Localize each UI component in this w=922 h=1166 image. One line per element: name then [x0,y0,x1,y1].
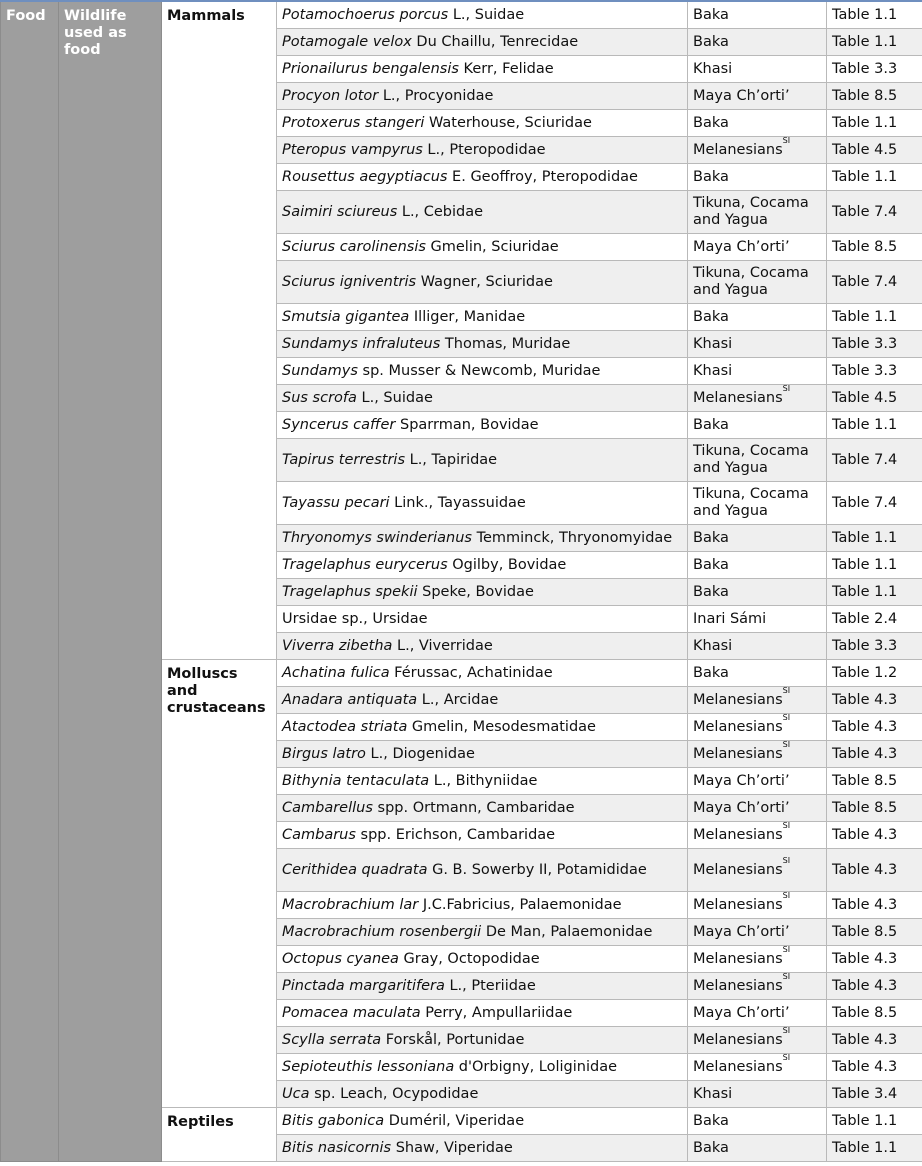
table-ref-cell: Table 8.5 [827,795,922,822]
species-cell [277,741,688,768]
table-ref-cell: Table 1.1 [827,304,922,331]
species-cell [277,304,688,331]
species-authority: Waterhouse, Sciuridae [424,114,592,131]
species-cell [277,439,688,482]
species-name: Cerithidea quadrata [282,861,428,878]
people-cell: Baka [688,164,827,191]
species-name: Procyon lotor [282,87,379,104]
table-ref-cell: Table 3.3 [827,358,922,385]
species-cell [277,83,688,110]
table-ref-cell: Table 7.4 [827,261,922,304]
table-ref-cell: Table 4.3 [827,1027,922,1054]
species-name: Achatina fulica [282,664,390,681]
table-ref-cell: Table 1.2 [827,660,922,687]
species-name: Uca [282,1085,310,1102]
people-cell: Baka [688,412,827,439]
species-authority: Gmelin, Sciuridae [425,238,559,255]
people-cell: Melanesians$^{SI}$ [688,714,827,741]
table-ref-cell: Table 2.4 [827,606,922,633]
people-cell: Melanesians$^{SI}$ [688,849,827,892]
table-ref-cell: Table 1.1 [827,412,922,439]
superscript-note: SI [782,855,791,865]
species-cell [277,1000,688,1027]
species-cell [277,660,688,687]
species-name: Pinctada margaritifera [282,977,445,994]
species-authority: d'Orbigny, Loliginidae [454,1058,618,1075]
species-authority: Ogilby, Bovidae [447,556,567,573]
species-cell [277,606,688,633]
species-name: Sus scrofa [282,389,357,406]
species-cell [277,849,688,892]
group-cell: Mammals [162,1,277,660]
species-authority: De Man, Palaemonidae [481,923,653,940]
people-cell: Baka [688,1108,827,1135]
species-name: Bithynia tentaculata [282,772,430,789]
table-ref-cell: Table 1.1 [827,164,922,191]
superscript-note: SI [782,712,791,722]
species-authority: L., Diogenidae [365,745,475,762]
species-name: Birgus latro [282,745,366,762]
species-cell [277,29,688,56]
species-name: Sepioteuthis lessoniana [282,1058,455,1075]
species-name: Bitis gabonica [282,1112,385,1129]
species-authority: Forskål, Portunidae [381,1031,525,1048]
table-ref-cell: Table 3.3 [827,331,922,358]
species-authority: E. Geoffroy, Pteropodidae [447,168,638,185]
species-cell [277,56,688,83]
superscript-note: SI [782,739,791,749]
people-cell: Baka [688,110,827,137]
species-cell [277,552,688,579]
species-authority: L., Arcidae [417,691,499,708]
table-ref-cell: Table 4.5 [827,137,922,164]
species-name: Potamogale velox [282,33,412,50]
people-cell: Melanesians$^{SI}$ [688,822,827,849]
species-name: Pomacea maculata [282,1004,421,1021]
table-ref-cell: Table 4.3 [827,822,922,849]
people-cell: Melanesians$^{SI}$ [688,687,827,714]
people-cell: Baka [688,1135,827,1162]
species-name: Atactodea striata [282,718,408,735]
people-cell: Melanesians$^{SI}$ [688,973,827,1000]
species-cell [277,795,688,822]
species-authority: L., Suidae [448,6,525,23]
table-row [1,1,922,29]
species-authority: Speke, Bovidae [417,583,534,600]
species-cell [277,110,688,137]
species-authority: Temminck, Thryonomyidae [471,529,673,546]
species-cell [277,973,688,1000]
species-authority: Illiger, Manidae [409,308,526,325]
people-cell: Khasi [688,331,827,358]
species-cell [277,633,688,660]
species-authority: Wagner, Sciuridae [416,273,553,290]
people-cell: Melanesians$^{SI}$ [688,946,827,973]
species-name: Octopus cyanea [282,950,399,967]
group-cell: Molluscs and crustaceans [162,660,277,1108]
people-cell: Baka [688,1,827,29]
table-ref-cell: Table 1.1 [827,110,922,137]
species-name: Bitis nasicornis [282,1139,392,1156]
species-name: Saimiri sciureus [282,203,398,220]
species-name: Pteropus vampyrus [282,141,423,158]
species-authority: L., Procyonidae [378,87,494,104]
species-name: Potamochoerus porcus [282,6,449,23]
table-ref-cell: Table 7.4 [827,482,922,525]
species-authority: L., Pteropodidae [422,141,546,158]
table-ref-cell: Table 8.5 [827,234,922,261]
subcategory-cell: Wildlife used as food [59,1,162,1162]
species-authority: Gray, Octopodidae [398,950,540,967]
species-name: Cambarellus [282,799,373,816]
species-authority: spp. Ortmann, Cambaridae [372,799,575,816]
table-ref-cell: Table 3.3 [827,633,922,660]
species-name: Sundamys [282,362,358,379]
species-cell [277,385,688,412]
table-ref-cell: Table 1.1 [827,552,922,579]
species-authority: spp. Erichson, Cambaridae [355,826,556,843]
superscript-note: SI [782,135,791,145]
superscript-note: SI [782,1025,791,1035]
table-ref-cell: Table 7.4 [827,439,922,482]
species-name: Prionailurus bengalensis [282,60,459,77]
species-name: Thryonomys swinderianus [282,529,472,546]
table-ref-cell: Table 1.1 [827,525,922,552]
species-name: Smutsia gigantea [282,308,410,325]
species-name: Cambarus [282,826,356,843]
species-name: Tragelaphus eurycerus [282,556,448,573]
species-cell [277,687,688,714]
table-ref-cell: Table 8.5 [827,1000,922,1027]
superscript-note: SI [782,944,791,954]
people-cell: Baka [688,304,827,331]
table-ref-cell: Table 4.3 [827,1054,922,1081]
species-cell [277,1135,688,1162]
people-cell: Baka [688,660,827,687]
species-authority: Férussac, Achatinidae [389,664,553,681]
people-cell: Maya Ch’orti’ [688,795,827,822]
species-cell [277,822,688,849]
superscript-note: SI [782,820,791,830]
species-authority: Du Chaillu, Tenrecidae [411,33,579,50]
people-cell: Melanesians$^{SI}$ [688,1027,827,1054]
species-cell [277,919,688,946]
people-cell: Khasi [688,358,827,385]
species-cell [277,768,688,795]
species-cell [277,164,688,191]
species-authority: L., Pteriidae [444,977,536,994]
superscript-note: SI [782,971,791,981]
species-cell [277,412,688,439]
species-authority: sp. Leach, Ocypodidae [309,1085,479,1102]
people-cell: Melanesians$^{SI}$ [688,1054,827,1081]
species-cell [277,714,688,741]
species-cell [277,1027,688,1054]
species-name: Tragelaphus spekii [282,583,418,600]
species-cell [277,137,688,164]
table-ref-cell: Table 8.5 [827,768,922,795]
superscript-note: SI [782,383,791,393]
superscript-note: SI [782,1052,791,1062]
people-cell: Baka [688,29,827,56]
species-cell [277,261,688,304]
species-authority: Shaw, Viperidae [391,1139,513,1156]
species-authority: L., Tapiridae [405,451,498,468]
species-cell [277,1,688,29]
table-ref-cell: Table 1.1 [827,1108,922,1135]
table-ref-cell: Table 4.3 [827,741,922,768]
table-ref-cell: Table 3.4 [827,1081,922,1108]
people-cell: Maya Ch’orti’ [688,768,827,795]
species-name: Anadara antiquata [282,691,418,708]
species-name: Sciurus igniventris [282,273,417,290]
species-cell [277,579,688,606]
species-authority: Perry, Ampullariidae [420,1004,573,1021]
people-cell: Baka [688,525,827,552]
table-ref-cell: Table 4.3 [827,714,922,741]
species-cell [277,1054,688,1081]
table-ref-cell: Table 1.1 [827,1,922,29]
people-cell: Melanesians$^{SI}$ [688,385,827,412]
species-name: Sundamys infraluteus [282,335,441,352]
table-ref-cell: Table 4.3 [827,973,922,1000]
people-cell: Khasi [688,56,827,83]
table-ref-cell: Table 4.3 [827,946,922,973]
table-ref-cell: Table 1.1 [827,1135,922,1162]
table-ref-cell: Table 3.3 [827,56,922,83]
species-authority: J.C.Fabricius, Palaemonidae [418,896,622,913]
people-cell: Tikuna, Cocama and Yagua [688,261,827,304]
species-cell [277,1081,688,1108]
species-name: Rousettus aegyptiacus [282,168,448,185]
table-ref-cell: Table 4.3 [827,892,922,919]
people-cell: Maya Ch’orti’ [688,1000,827,1027]
species-name: Tapirus terrestris [282,451,406,468]
species-cell [277,892,688,919]
species-authority: L., Viverridae [392,637,493,654]
people-cell: Maya Ch’orti’ [688,234,827,261]
species-name: Tayassu pecari [282,494,390,511]
species-authority: L., Cebidae [397,203,484,220]
table-ref-cell: Table 1.1 [827,579,922,606]
group-cell: Reptiles [162,1108,277,1162]
species-cell [277,358,688,385]
table-ref-cell: Table 7.4 [827,191,922,234]
species-authority: Sparrman, Bovidae [395,416,539,433]
people-cell: Khasi [688,633,827,660]
table-ref-cell: Table 4.3 [827,687,922,714]
species-authority: Duméril, Viperidae [384,1112,525,1129]
species-cell [277,191,688,234]
people-cell: Baka [688,552,827,579]
species-cell [277,525,688,552]
species-name: Viverra zibetha [282,637,393,654]
species-name: Sciurus carolinensis [282,238,426,255]
people-cell: Khasi [688,1081,827,1108]
category-cell: Food [1,1,59,1162]
table-ref-cell: Table 4.3 [827,849,922,892]
species-name: Scylla serrata [282,1031,382,1048]
species-cell [277,234,688,261]
people-cell: Melanesians$^{SI}$ [688,741,827,768]
people-cell: Tikuna, Cocama and Yagua [688,439,827,482]
species-name: Protoxerus stangeri [282,114,425,131]
people-cell: Maya Ch’orti’ [688,83,827,110]
species-authority: Thomas, Muridae [440,335,571,352]
species-cell [277,482,688,525]
people-cell: Melanesians$^{SI}$ [688,892,827,919]
superscript-note: SI [782,890,791,900]
species-name: Syncerus caffer [282,416,396,433]
species-authority: G. B. Sowerby II, Potamididae [427,861,647,878]
table-ref-cell: Table 4.5 [827,385,922,412]
species-authority: Gmelin, Mesodesmatidae [407,718,596,735]
table-ref-cell: Table 1.1 [827,29,922,56]
species-cell [277,946,688,973]
people-cell: Inari Sámi [688,606,827,633]
species-cell [277,1108,688,1135]
species-cell [277,331,688,358]
people-cell: Maya Ch’orti’ [688,919,827,946]
people-cell: Tikuna, Cocama and Yagua [688,482,827,525]
people-cell: Baka [688,579,827,606]
species-authority: L., Suidae [356,389,433,406]
table-ref-cell: Table 8.5 [827,83,922,110]
people-cell: Melanesians$^{SI}$ [688,137,827,164]
species-name: Macrobrachium rosenbergii [282,923,482,940]
species-authority: Link., Tayassuidae [389,494,526,511]
species-authority: Ursidae sp., Ursidae [282,610,428,627]
superscript-note: SI [782,685,791,695]
species-authority: Kerr, Felidae [458,60,554,77]
table-ref-cell: Table 8.5 [827,919,922,946]
species-name: Macrobrachium lar [282,896,419,913]
species-authority: sp. Musser & Newcomb, Muridae [357,362,601,379]
people-cell: Tikuna, Cocama and Yagua [688,191,827,234]
species-authority: L., Bithyniidae [429,772,538,789]
